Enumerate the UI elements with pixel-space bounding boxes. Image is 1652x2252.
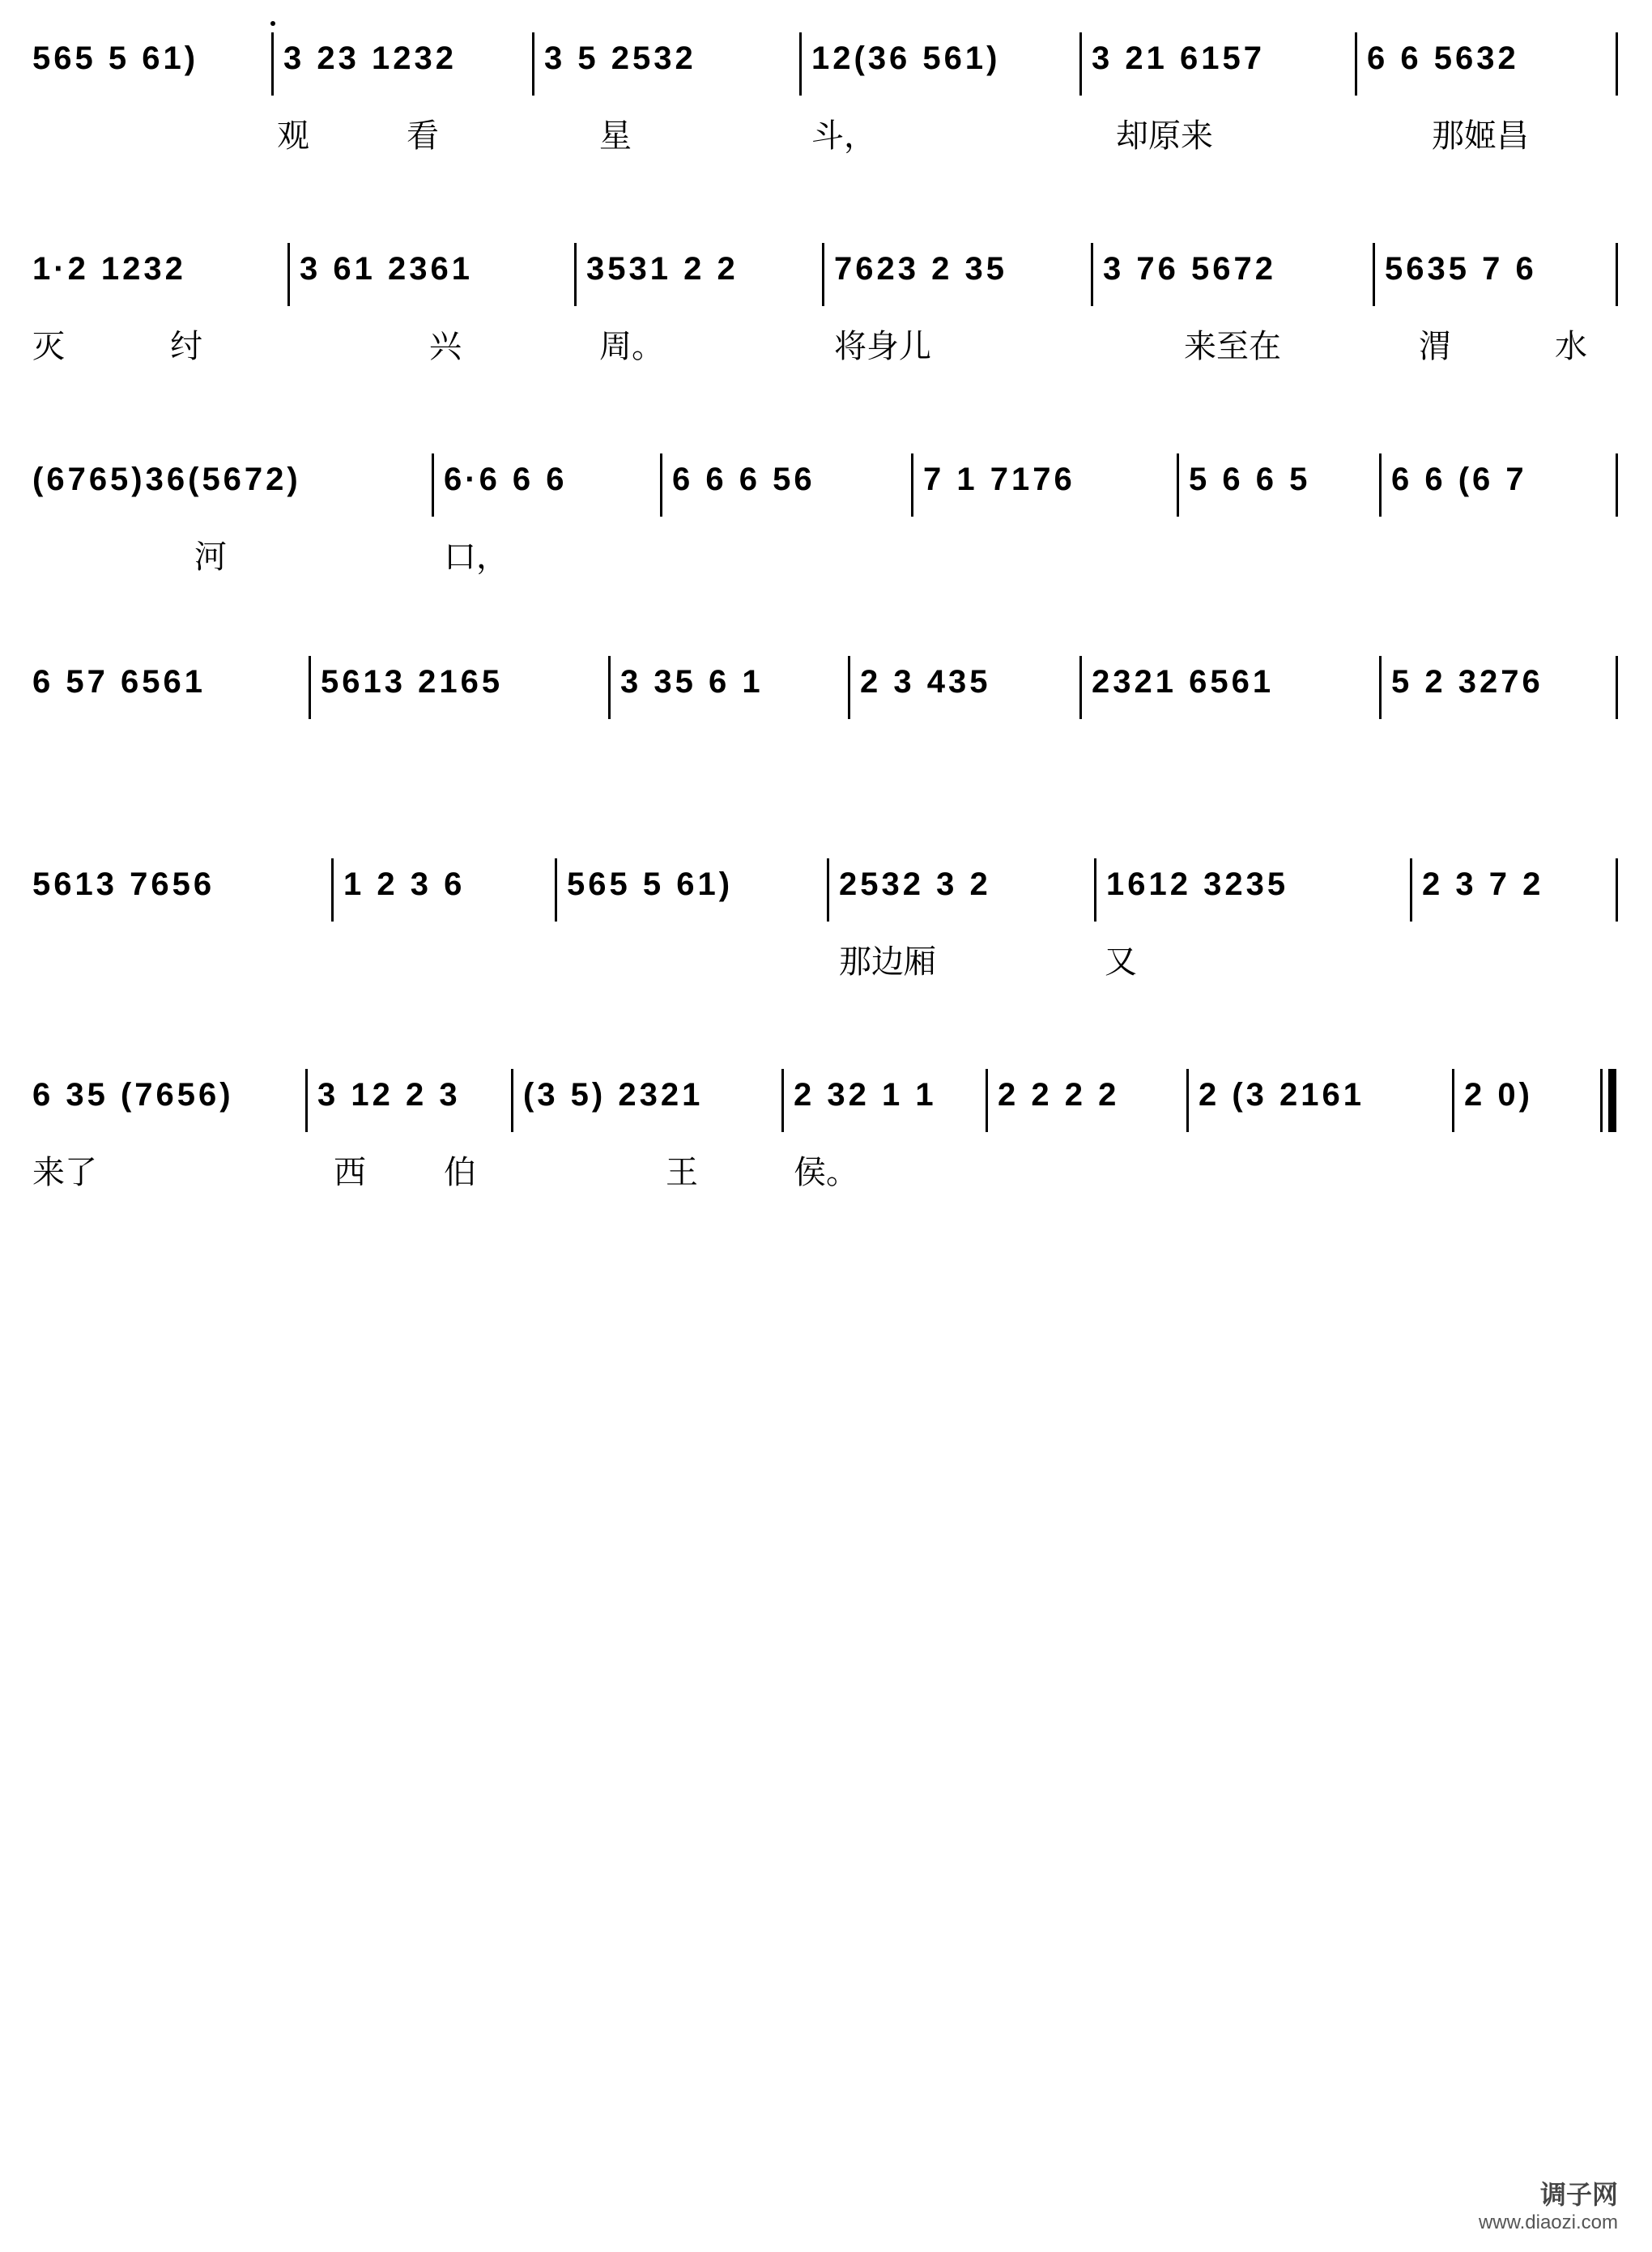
barline: [1616, 243, 1618, 306]
measure: 2532 3 2: [839, 866, 991, 902]
barline: [1379, 656, 1382, 719]
measure: 3531 2 2: [586, 251, 739, 287]
lyric: 那姬昌: [1432, 117, 1529, 155]
lyric: 渭: [1419, 328, 1451, 365]
lyric: 来了: [32, 1154, 97, 1191]
measure: 3 35 6 1: [620, 664, 764, 700]
measure: 5613 2165: [321, 664, 504, 700]
barline: [608, 656, 611, 719]
lyric: 看: [407, 117, 439, 155]
watermark-url: www.diaozi.com: [1478, 2212, 1618, 2233]
measure: 3 76 5672: [1103, 251, 1276, 287]
lyric: 那边厢: [839, 943, 936, 981]
lyric: 又: [1105, 943, 1137, 981]
barline: [309, 656, 311, 719]
barline: [1355, 32, 1357, 96]
measure: 6 6 5632: [1367, 40, 1519, 76]
measure: 2 0): [1464, 1077, 1533, 1113]
barline: [271, 32, 274, 96]
lyric: 河: [194, 539, 227, 576]
barline: [1094, 858, 1096, 922]
measure: (3 5) 2321: [523, 1077, 704, 1113]
barline: [1186, 1069, 1189, 1132]
measure: 12(36 561): [811, 40, 1001, 76]
lyric: 口，: [444, 539, 509, 576]
barlines: [32, 243, 1620, 308]
measure: 6 35 (7656): [32, 1077, 234, 1113]
measure: (6765)36(5672): [32, 462, 301, 497]
lyric: 侯。: [794, 1154, 858, 1191]
measure: 6·6 6 6: [444, 462, 568, 497]
barline: [1079, 656, 1082, 719]
barline: [781, 1069, 784, 1132]
barline: [1452, 1069, 1454, 1132]
barlines: [32, 453, 1620, 518]
final-barline-thick: [1608, 1069, 1616, 1132]
barline: [432, 453, 434, 517]
measure: 3 5 2532: [544, 40, 696, 76]
lyric: 却原来: [1116, 117, 1213, 155]
measure: 6 57 6561: [32, 664, 206, 700]
measure: 3 12 2 3: [317, 1077, 461, 1113]
measure: 5613 7656: [32, 866, 215, 902]
measure: 1612 3235: [1106, 866, 1289, 902]
lyric: 斗，: [811, 117, 876, 155]
measure: 2 2 2 2: [998, 1077, 1120, 1113]
measure: 6 6 6 56: [672, 462, 815, 497]
measure: 5635 7 6: [1385, 251, 1537, 287]
lyric: 伯: [444, 1154, 476, 1191]
barline: [986, 1069, 988, 1132]
barline: [848, 656, 850, 719]
measure: 3 21 6157: [1092, 40, 1265, 76]
lyric: 纣: [170, 328, 202, 365]
lyric: 星: [599, 117, 632, 155]
lyrics-row: [32, 1147, 1620, 1195]
barline: [1079, 32, 1082, 96]
lyric: 将身儿: [834, 328, 931, 365]
barline: [1616, 656, 1618, 719]
lyric: 来至在: [1184, 328, 1281, 365]
measure: 1 2 3 6: [343, 866, 466, 902]
barline: [822, 243, 824, 306]
measure: 1·2 1232: [32, 251, 186, 287]
lyric: 观: [277, 117, 309, 155]
barlines: [32, 1069, 1620, 1134]
barline: [305, 1069, 308, 1132]
measure: 7 1 7176: [923, 462, 1075, 497]
measure: 565 5 61): [567, 866, 734, 902]
final-barline-thin: [1600, 1069, 1603, 1132]
barline: [1177, 453, 1179, 517]
measure: 2 32 1 1: [794, 1077, 937, 1113]
barline: [1616, 453, 1618, 517]
lyrics-row: [32, 936, 1620, 985]
barline: [574, 243, 577, 306]
measure: 2 3 435: [860, 664, 991, 700]
barline: [1616, 32, 1618, 96]
barline: [555, 858, 557, 922]
barline: [911, 453, 913, 517]
barline: [1410, 858, 1412, 922]
barlines: [32, 32, 1620, 97]
barlines: [32, 656, 1620, 721]
top-mark: [270, 21, 275, 26]
lyrics-row: [32, 531, 1620, 580]
watermark: [1479, 2174, 1618, 2234]
measure: 3 23 1232: [283, 40, 457, 76]
lyric: 周。: [599, 328, 664, 365]
barline: [799, 32, 802, 96]
barline: [287, 243, 290, 306]
barline: [1373, 243, 1375, 306]
barline: [511, 1069, 513, 1132]
lyrics-row: [32, 110, 1620, 159]
measure: 2321 6561: [1092, 664, 1275, 700]
lyric: 兴: [429, 328, 462, 365]
barline: [331, 858, 334, 922]
lyric: 西: [334, 1154, 366, 1191]
measure: 2 (3 2161: [1199, 1077, 1365, 1113]
barline: [1091, 243, 1093, 306]
watermark-site-name: 调子网: [1539, 2179, 1618, 2210]
measure: 565 5 61): [32, 40, 199, 76]
barline: [1379, 453, 1382, 517]
barlines: [32, 858, 1620, 923]
barline: [827, 858, 829, 922]
lyric: 灭: [32, 328, 65, 365]
lyrics-row: [32, 321, 1620, 369]
measure: 3 61 2361: [300, 251, 473, 287]
measure: 5 2 3276: [1391, 664, 1543, 700]
measure: 6 6 (6 7: [1391, 462, 1527, 497]
measure: 7623 2 35: [834, 251, 1007, 287]
barline: [660, 453, 662, 517]
lyric: 水: [1555, 328, 1587, 365]
measure: 5 6 6 5: [1189, 462, 1311, 497]
barline: [1616, 858, 1618, 922]
lyric: 王: [666, 1154, 698, 1191]
measure: 2 3 7 2: [1422, 866, 1544, 902]
barline: [532, 32, 534, 96]
